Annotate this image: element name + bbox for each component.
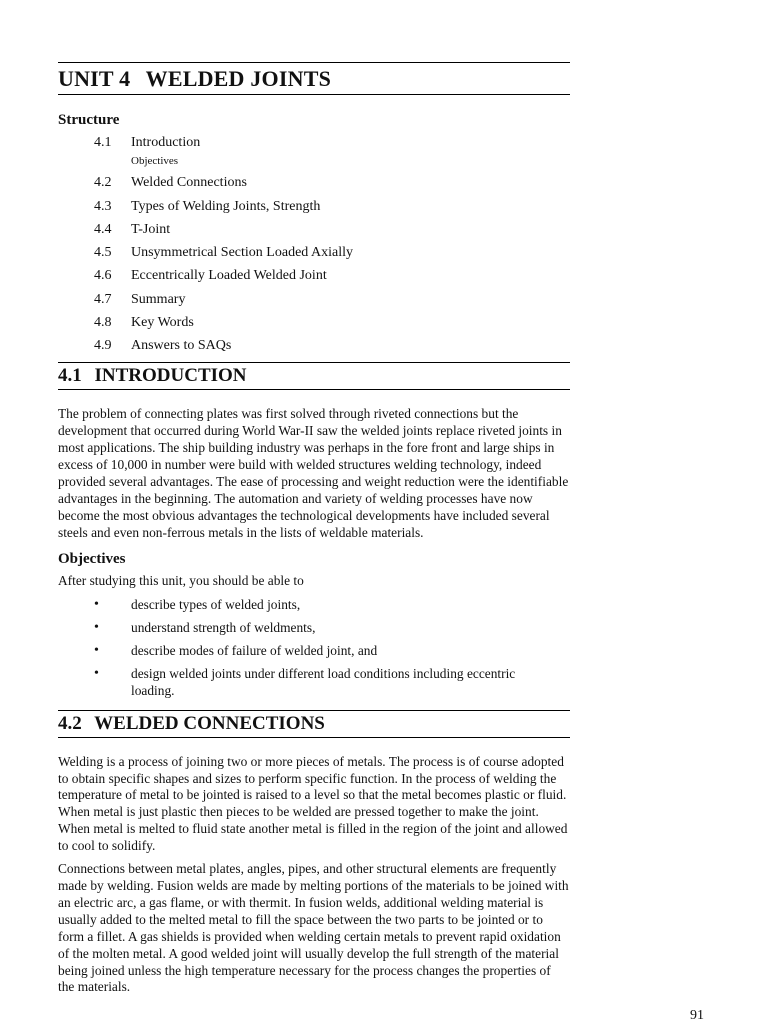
objectives-intro: After studying this unit, you should be able to: [58, 572, 304, 588]
toc-item-label: Eccentrically Loaded Welded Joint: [131, 268, 327, 284]
list-item-text: understand strength of weldments,: [131, 619, 316, 635]
table-of-contents: [58, 134, 570, 355]
bullet-icon: •: [94, 642, 99, 658]
toc-item-number: 4.1: [94, 135, 112, 150]
welded-connections-paragraph-1: Welding is a process of joining two or more pieces of metals. The process is of course adopted to obtain specific shapes and sizes to perform specific function. In the process of welding the temperature of metal to be jointed is raised to a level so that the metal becomes plastic or fluid. When metal is just plastic then pieces to be welded are pressed together to make the joint. When metal is melted to fluid state another metal is filled in the region of the joint and allowed to cool to solidify.: [58, 753, 568, 854]
section-title: WELDED CONNECTIONS: [94, 712, 325, 734]
section-heading-introduction: [58, 362, 570, 390]
objectives-list: [58, 597, 570, 700]
toc-item-label: Unsymmetrical Section Loaded Axially: [131, 245, 354, 261]
toc-item: [94, 221, 570, 239]
toc-item: [94, 291, 570, 309]
list-item: [94, 666, 570, 700]
section-title: INTRODUCTION: [94, 365, 247, 387]
toc-item: [94, 174, 570, 192]
section-number: 4.2: [58, 712, 82, 734]
toc-item-number: 4.8: [94, 315, 112, 331]
toc-item-label: T-Joint: [131, 221, 171, 237]
bullet-icon: •: [94, 665, 99, 681]
list-item-text: describe types of welded joints,: [131, 596, 301, 612]
toc-item: [94, 134, 570, 152]
toc-item-number: 4.7: [94, 291, 112, 307]
list-item: [94, 620, 570, 637]
list-item-text: design welded joints under different load conditions including eccentric loading.: [131, 665, 516, 698]
toc-item-number: 4.2: [94, 175, 112, 191]
toc-item: [94, 337, 570, 355]
toc-item-label: Answers to SAQs: [131, 338, 232, 354]
toc-item: [94, 314, 570, 332]
bullet-icon: •: [94, 619, 99, 635]
toc-subitem: Objectives: [131, 155, 179, 168]
bullet-icon: •: [94, 596, 99, 612]
list-item: [94, 597, 570, 614]
toc-item: [94, 244, 570, 262]
toc-item-number: 4.5: [94, 245, 112, 261]
section-heading-welded-connections: [58, 710, 570, 738]
toc-item-label: Summary: [131, 291, 186, 307]
unit-title-text: WELDED JOINTS: [145, 66, 332, 91]
toc-item-number: 4.9: [94, 338, 112, 354]
toc-item: [94, 267, 570, 285]
list-item: [94, 643, 570, 660]
unit-title: [58, 62, 570, 95]
section-number: 4.1: [58, 365, 82, 387]
toc-item-number: 4.6: [94, 268, 112, 284]
page-number: 91: [690, 1008, 704, 1023]
document-page: [58, 62, 570, 996]
toc-item-label: Introduction: [131, 135, 201, 150]
toc-item-label: Welded Connections: [131, 175, 247, 191]
unit-number: UNIT 4: [58, 66, 131, 91]
list-item-text: describe modes of failure of welded joint, and: [131, 642, 378, 658]
toc-item-number: 4.3: [94, 198, 112, 214]
toc-item-number: 4.4: [94, 221, 112, 237]
toc-item-label: Key Words: [131, 315, 194, 331]
introduction-paragraph: The problem of connecting plates was first solved through riveted connections but the development that occurred during World War-II saw the welded joints replace riveted joints in most applications. The ship building industry was perhaps in the fore front and large ships in excess of 10,000 in number were build with welded structures welding technology, indeed provided several advantages. The ease of processing and weight reduction were the identifiable advantages in the beginning. The automation and variety of welding processes have now become the most obvious advantages the technological developments have included several steels and even non-ferrous metals in the lists of weldable materials.: [58, 406, 569, 540]
toc-item-label: Types of Welding Joints, Strength: [131, 198, 321, 214]
welded-connections-paragraph-2: Connections between metal plates, angles, pipes, and other structural elements are frequently made by welding. Fusion welds are made by melting portions of the materials to be joined with an electric arc, a gas flame, or with thermit. In fusion welds, additional welding material is usually added to the melted metal to fill the space between the two parts to be jointed or to form a fillet. A gas shields is provided when welding certain metals to prevent rapid oxidation of the molten metal. A good welded joint will usually develop the full strength of the material being joined unless the high temperature necessary for the process changes the properties of the materials.: [58, 861, 569, 995]
structure-heading: Structure: [58, 112, 120, 128]
toc-item: [94, 198, 570, 216]
objectives-heading: Objectives: [58, 550, 126, 567]
